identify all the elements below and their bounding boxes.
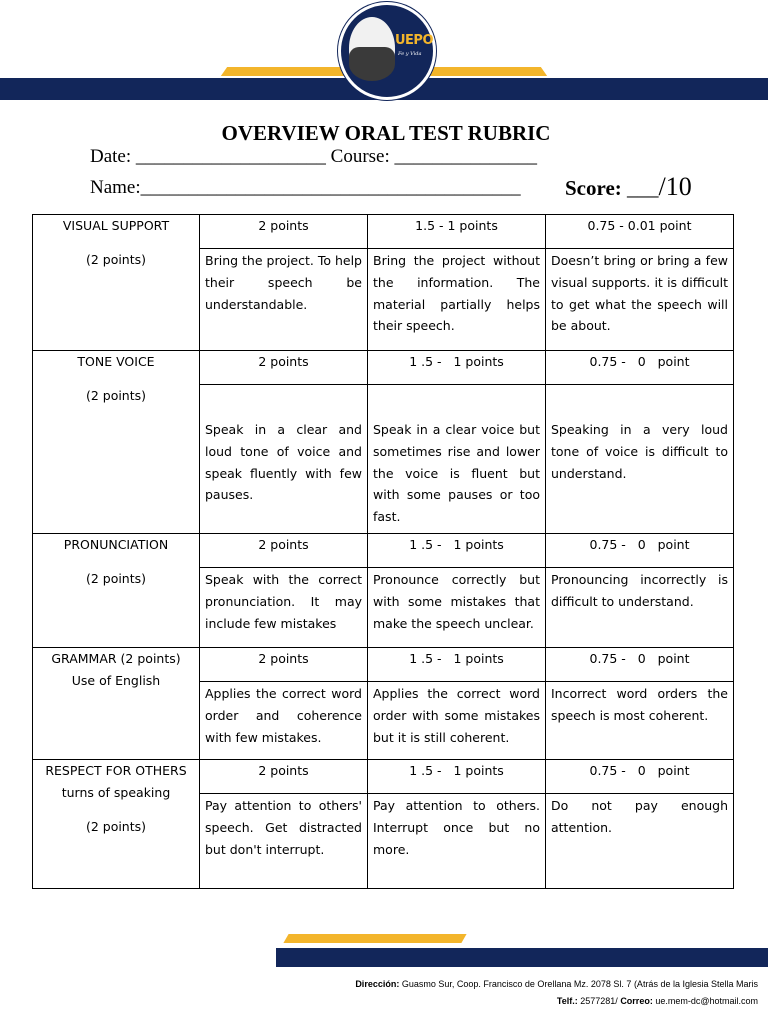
criterion-subtitle: Use of English [71,672,161,688]
points-cell: 0.75 - 0 point [546,351,734,385]
criterion-spacer [38,804,194,816]
criterion-spacer [38,373,194,385]
footer-gold-stripe [283,934,466,943]
rubric-table [32,214,734,889]
descriptor-cell: Bring the project. To help their speech be understandable. [200,249,368,351]
descriptor-cell: Speaking in a very loud tone of voice is difficult to understand. [546,385,734,534]
name-line: Name:________________________________________ [90,177,521,198]
date-course-line: Date: ____________________ Course: _______________ [90,146,538,167]
criterion-name: GRAMMAR (2 points) [51,651,181,666]
logo-subtext: Fe y Vida [398,51,422,57]
descriptor-cell: Speak in a clear voice but sometimes rise and lower the voice is fluent but with some pauses or too fast. [368,385,546,534]
criterion-spacer [38,237,194,249]
criterion-name: PRONUNCIATION [63,537,169,552]
email-label: Correo: [620,995,653,1006]
points-cell: 0.75 - 0 point [546,534,734,568]
points-cell: 1 .5 - 1 points [368,648,546,682]
descriptor-cell: Applies the correct word order and coherence with few mistakes. [200,682,368,760]
points-cell: 1 .5 - 1 points [368,534,546,568]
points-cell: 2 points [200,760,368,794]
score-total: /10 [658,172,692,201]
descriptor-cell: Speak with the correct pronunciation. It may include few mistakes [200,568,368,648]
criterion-name: VISUAL SUPPORT [62,218,170,233]
points-cell: 0.75 - 0.01 point [546,215,734,249]
descriptor-cell: Incorrect word orders the speech is most coherent. [546,682,734,760]
logo-text: UEPO [395,33,434,48]
descriptor-cell: Pronouncing incorrectly is difficult to understand. [546,568,734,648]
descriptor-cell: Pronounce correctly but with some mistakes that make the speech unclear. [368,568,546,648]
page-title: OVERVIEW ORAL TEST RUBRIC [221,121,551,145]
descriptor-cell: Do not pay enough attention. [546,794,734,889]
points-cell: 0.75 - 0 point [546,760,734,794]
descriptor-cell: Doesn’t bring or bring a few visual supports. it is difficult to get what the speech will be about. [546,249,734,351]
points-cell: 2 points [200,351,368,385]
rubric-row-respect [33,760,734,794]
criterion-cell [33,648,200,760]
score-blank: ___ [621,176,659,200]
score-field [565,172,692,202]
descriptor-cell: Bring the project without the information. The material partially helps their speech. [368,249,546,351]
points-cell: 1.5 - 1 points [368,215,546,249]
logo-portrait-beard [349,47,395,81]
criterion-cell [33,215,200,351]
criterion-cell [33,351,200,534]
criterion-name: TONE VOICE [77,354,155,369]
criterion-points: (2 points) [85,387,147,403]
descriptor-cell: Speak in a clear and loud tone of voice and speak fluently with few pauses. [200,385,368,534]
phone-label: Telf.: [556,995,578,1006]
descriptor-cell: Pay attention to others. Interrupt once but no more. [368,794,546,889]
rubric-row-tone-voice [33,351,734,385]
criterion-subtitle: turns of speaking [61,784,171,800]
criterion-cell [33,534,200,648]
points-cell: 2 points [200,534,368,568]
criterion-name: RESPECT FOR OTHERS [45,763,187,778]
rubric-row-pronunciation [33,534,734,568]
criterion-cell [33,760,200,889]
points-cell: 1 .5 - 1 points [368,351,546,385]
phone-text: 2577281/ [577,995,621,1006]
points-cell: 1 .5 - 1 points [368,760,546,794]
criterion-points: (2 points) [85,818,147,834]
address-text: Guasmo Sur, Coop. Francisco de Orellana Mz. 2078 Sl. 7 (Atrás de la Iglesia Stella Maris [399,979,758,989]
email-text: ue.mem-dc@hotmail.com [652,995,758,1006]
criterion-points: (2 points) [85,251,147,267]
criterion-spacer [38,556,194,568]
rubric-row-visual-support [33,215,734,249]
score-label: Score: [565,176,622,200]
points-cell: 2 points [200,215,368,249]
footer-navy-bar [276,948,768,967]
descriptor-cell: Pay attention to others' speech. Get distracted but don't interrupt. [200,794,368,889]
rubric-row-grammar [33,648,734,682]
criterion-points: (2 points) [85,570,147,586]
descriptor-cell: Applies the correct word order with some mistakes but it is still coherent. [368,682,546,760]
footer-contact [318,976,758,1009]
points-cell: 2 points [200,648,368,682]
address-label: Dirección: [355,979,400,989]
points-cell: 0.75 - 0 point [546,648,734,682]
school-logo [338,2,436,100]
